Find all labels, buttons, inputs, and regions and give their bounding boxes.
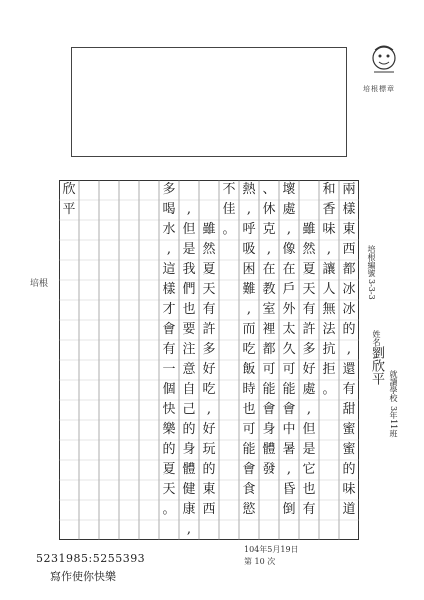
grid-char: , <box>186 522 192 537</box>
grid-char: 久 <box>282 342 296 357</box>
grid-column <box>59 180 79 540</box>
grid-char: 香 <box>322 202 336 217</box>
grid-column <box>119 180 139 540</box>
grid-char: 道 <box>342 502 356 517</box>
grid-char: 呼 <box>242 222 256 237</box>
grid-char: 康 <box>182 502 196 517</box>
grid-char: 昏 <box>282 482 296 497</box>
grid-char: 要 <box>182 322 196 337</box>
grid-char: 個 <box>162 382 176 397</box>
grid-char: 可 <box>242 422 256 437</box>
grid-char: 的 <box>342 462 356 477</box>
grid-char: , <box>346 342 352 357</box>
grid-char: 自 <box>182 382 196 397</box>
grid-char: 夏 <box>202 262 216 277</box>
grid-char: , <box>246 302 252 317</box>
grid-char: 像 <box>282 242 296 257</box>
grid-char: 喝 <box>162 202 176 217</box>
grid-char: 味 <box>342 482 356 497</box>
name-label: 姓名 <box>372 330 381 346</box>
serial-value: 3-3-3 <box>367 279 376 300</box>
name-value: 劉欣平 <box>369 346 384 385</box>
grid-char: 玩 <box>202 442 216 457</box>
grid-char: 困 <box>242 262 256 277</box>
grid-char: 注 <box>182 342 196 357</box>
grid-char: 能 <box>242 442 256 457</box>
grid-column <box>179 180 199 540</box>
grid-char: 有 <box>302 502 316 517</box>
grid-char: 暑 <box>282 442 296 457</box>
grid-char: 裡 <box>262 322 276 337</box>
grid-char: 食 <box>242 482 256 497</box>
grid-char: 慾 <box>242 502 256 517</box>
grid-char: 一 <box>162 362 176 377</box>
grid-char: 天 <box>202 282 216 297</box>
grid-char: 在 <box>262 262 276 277</box>
grid-char: 雖 <box>302 222 316 237</box>
grid-char: 的 <box>202 462 216 477</box>
grid-char: 有 <box>202 302 216 317</box>
grid-char: 天 <box>302 282 316 297</box>
grid-char: 樣 <box>342 202 356 217</box>
grid-char: 然 <box>202 242 216 257</box>
grid-char: 平 <box>62 202 76 217</box>
grid-char: 可 <box>262 362 276 377</box>
grid-char: 的 <box>182 422 196 437</box>
grid-char: , <box>266 242 272 257</box>
essay-text <box>59 180 359 540</box>
grid-char: 。 <box>322 382 336 397</box>
grid-char: 飯 <box>242 362 256 377</box>
grid-char: 讓 <box>322 262 336 277</box>
stamp-label: 培根標章 <box>363 85 395 93</box>
grid-char: 佳 <box>222 202 236 217</box>
grid-char: 西 <box>202 502 216 517</box>
grid-char: 身 <box>182 442 196 457</box>
grid-char: 會 <box>162 322 176 337</box>
grid-char: 吃 <box>242 342 256 357</box>
grid-char: 會 <box>282 402 296 417</box>
grid-char: 冰 <box>342 282 356 297</box>
student-name <box>368 330 384 385</box>
grid-column <box>99 180 119 540</box>
grid-char: 戶 <box>282 282 296 297</box>
grid-char: , <box>286 462 292 477</box>
grid-char: 難 <box>242 282 256 297</box>
submission-count: 第 10 次 <box>244 557 276 566</box>
side-info-school <box>388 370 402 437</box>
grid-char: 人 <box>322 282 336 297</box>
grid-char: 無 <box>322 302 336 317</box>
grid-char: 樣 <box>162 282 176 297</box>
grid-char: 多 <box>302 342 316 357</box>
grid-char: 冰 <box>342 302 356 317</box>
grid-char: 是 <box>182 242 196 257</box>
grid-char: 也 <box>242 402 256 417</box>
grid-char: 太 <box>282 322 296 337</box>
grid-char: 不 <box>222 182 236 197</box>
grid-char: 能 <box>282 382 296 397</box>
grid-char: 。 <box>222 222 236 237</box>
grid-char: 快 <box>162 402 176 417</box>
side-info-serial <box>366 245 380 300</box>
grid-char: , <box>186 202 192 217</box>
grid-char: 而 <box>242 322 256 337</box>
grid-char: 才 <box>162 302 176 317</box>
grid-char: 水 <box>162 222 176 237</box>
grid-char: 夏 <box>302 262 316 277</box>
grid-char: 樂 <box>162 422 176 437</box>
grid-char: 的 <box>162 442 176 457</box>
grid-char: 發 <box>262 462 276 477</box>
grid-char: 有 <box>162 342 176 357</box>
grid-char: 兩 <box>342 182 356 197</box>
grid-char: , <box>206 402 212 417</box>
grid-char: 健 <box>182 482 196 497</box>
grid-char: 外 <box>282 302 296 317</box>
grid-char: 它 <box>302 462 316 477</box>
grid-char: 東 <box>202 482 216 497</box>
grid-char: 多 <box>162 182 176 197</box>
slogan: 寫作使你快樂 <box>50 570 116 583</box>
grid-char: 處 <box>282 202 296 217</box>
grid-char: 時 <box>242 382 256 397</box>
grid-char: 可 <box>282 362 296 377</box>
grid-char: , <box>166 242 172 257</box>
serial-label: 培根編號 <box>367 245 376 277</box>
grid-char: 壞 <box>282 182 296 197</box>
grid-char: 多 <box>202 342 216 357</box>
grid-char: 這 <box>162 262 176 277</box>
grid-char: 也 <box>302 482 316 497</box>
grid-char: 許 <box>202 322 216 337</box>
grid-char: 熱 <box>242 182 256 197</box>
grid-char: , <box>286 222 292 237</box>
teacher-comment-box <box>71 47 347 157</box>
grid-char: 能 <box>262 382 276 397</box>
grid-char: 和 <box>322 182 336 197</box>
stamp-seal-icon <box>364 40 404 80</box>
grid-char: 然 <box>302 242 316 257</box>
grid-char: 但 <box>182 222 196 237</box>
grid-char: 休 <box>262 202 276 217</box>
grid-char: 體 <box>262 442 276 457</box>
grid-char: , <box>326 242 332 257</box>
submission-date: 104年5月19日 <box>244 545 299 554</box>
grid-char: 天 <box>162 482 176 497</box>
grid-char: 欣 <box>62 182 76 197</box>
grid-char: 抗 <box>322 342 336 357</box>
grid-char: 味 <box>322 222 336 237</box>
grid-column <box>279 180 299 540</box>
school-value: 3年11班 <box>389 406 398 438</box>
grid-char: 雖 <box>202 222 216 237</box>
grid-char: 室 <box>262 302 276 317</box>
margin-label: 培根 <box>30 279 49 289</box>
grid-char: 許 <box>302 322 316 337</box>
grid-column <box>139 180 159 540</box>
grid-column <box>199 180 219 540</box>
grid-char: 的 <box>342 322 356 337</box>
grid-char: 東 <box>342 222 356 237</box>
grid-char: 還 <box>342 362 356 377</box>
grid-char: 好 <box>302 362 316 377</box>
grid-column <box>239 180 259 540</box>
grid-column <box>219 180 239 540</box>
grid-char: 、 <box>262 182 276 197</box>
grid-char: 蜜 <box>342 442 356 457</box>
grid-char: 都 <box>262 342 276 357</box>
grid-char: 吃 <box>202 382 216 397</box>
grid-char: 克 <box>262 222 276 237</box>
grid-char: 甜 <box>342 402 356 417</box>
grid-column <box>299 180 319 540</box>
grid-char: 會 <box>262 402 276 417</box>
grid-char: 處 <box>302 382 316 397</box>
school-label: 就讀學校 <box>389 370 398 402</box>
grid-char: 體 <box>182 462 196 477</box>
grid-char: 意 <box>182 362 196 377</box>
grid-char: 。 <box>162 502 176 517</box>
grid-char: 夏 <box>162 462 176 477</box>
grid-char: , <box>306 402 312 417</box>
grid-char: 好 <box>202 362 216 377</box>
grid-char: , <box>246 202 252 217</box>
grid-char: 有 <box>302 302 316 317</box>
grid-char: 但 <box>302 422 316 437</box>
grid-char: 教 <box>262 282 276 297</box>
grid-char: 也 <box>182 302 196 317</box>
grid-char: 是 <box>302 442 316 457</box>
grid-char: 會 <box>242 462 256 477</box>
grid-char: 拒 <box>322 362 336 377</box>
grid-char: 有 <box>342 382 356 397</box>
grid-column <box>319 180 339 540</box>
grid-char: 在 <box>282 262 296 277</box>
grid-char: 吸 <box>242 242 256 257</box>
grid-char: 己 <box>182 402 196 417</box>
grid-char: 蜜 <box>342 422 356 437</box>
grid-char: 好 <box>202 422 216 437</box>
grid-char: 西 <box>342 242 356 257</box>
grid-char: 都 <box>342 262 356 277</box>
grid-column <box>259 180 279 540</box>
grid-char: 我 <box>182 262 196 277</box>
grid-char: 身 <box>262 422 276 437</box>
grid-column <box>339 180 359 540</box>
grid-char: 中 <box>282 422 296 437</box>
student-id-number: 5231985:5255393 <box>36 552 146 565</box>
grid-char: 倒 <box>282 502 296 517</box>
grid-char: 們 <box>182 282 196 297</box>
grid-column <box>79 180 99 540</box>
grid-column <box>159 180 179 540</box>
grid-char: 法 <box>322 322 336 337</box>
